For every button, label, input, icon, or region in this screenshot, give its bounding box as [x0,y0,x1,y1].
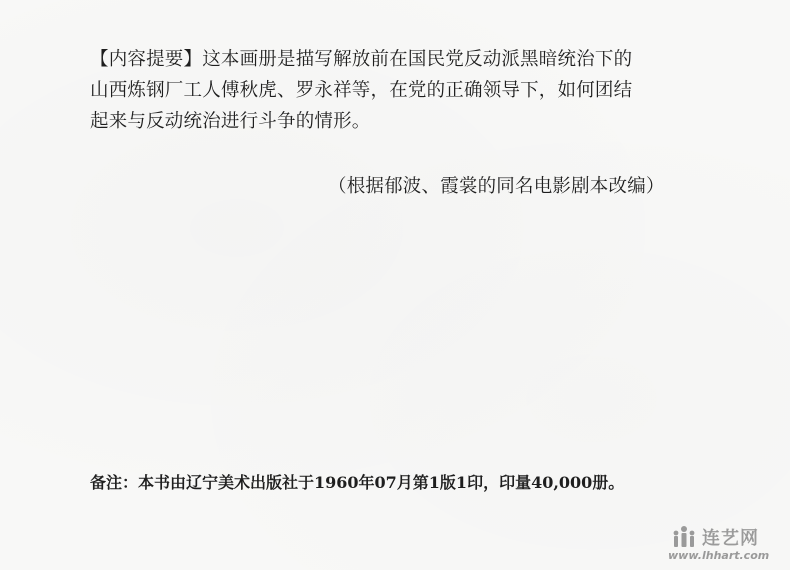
site-watermark-logo [668,521,780,565]
publication-note: 备注：本书由辽宁美术出版社于1960年07月第1版1印，印量40,000册。 [90,473,625,492]
watermark-url: www.lhhart.com [668,549,770,562]
summary-line: 起来与反动统治进行斗争的情形。 [90,111,371,132]
summary-line: 【内容提要】这本画册是描写解放前在国民党反动派黑暗统治下的 [90,49,633,70]
content-summary [90,44,710,137]
summary-line: 山西炼钢厂工人傅秋虎、罗永祥等，在党的正确领导下，如何团结 [90,80,633,101]
watermark-brand: 连艺网 [702,528,759,549]
adaptation-source: （根据郁波、霞裳的同名电影剧本改编） [328,176,665,197]
people-group-icon [672,525,696,549]
